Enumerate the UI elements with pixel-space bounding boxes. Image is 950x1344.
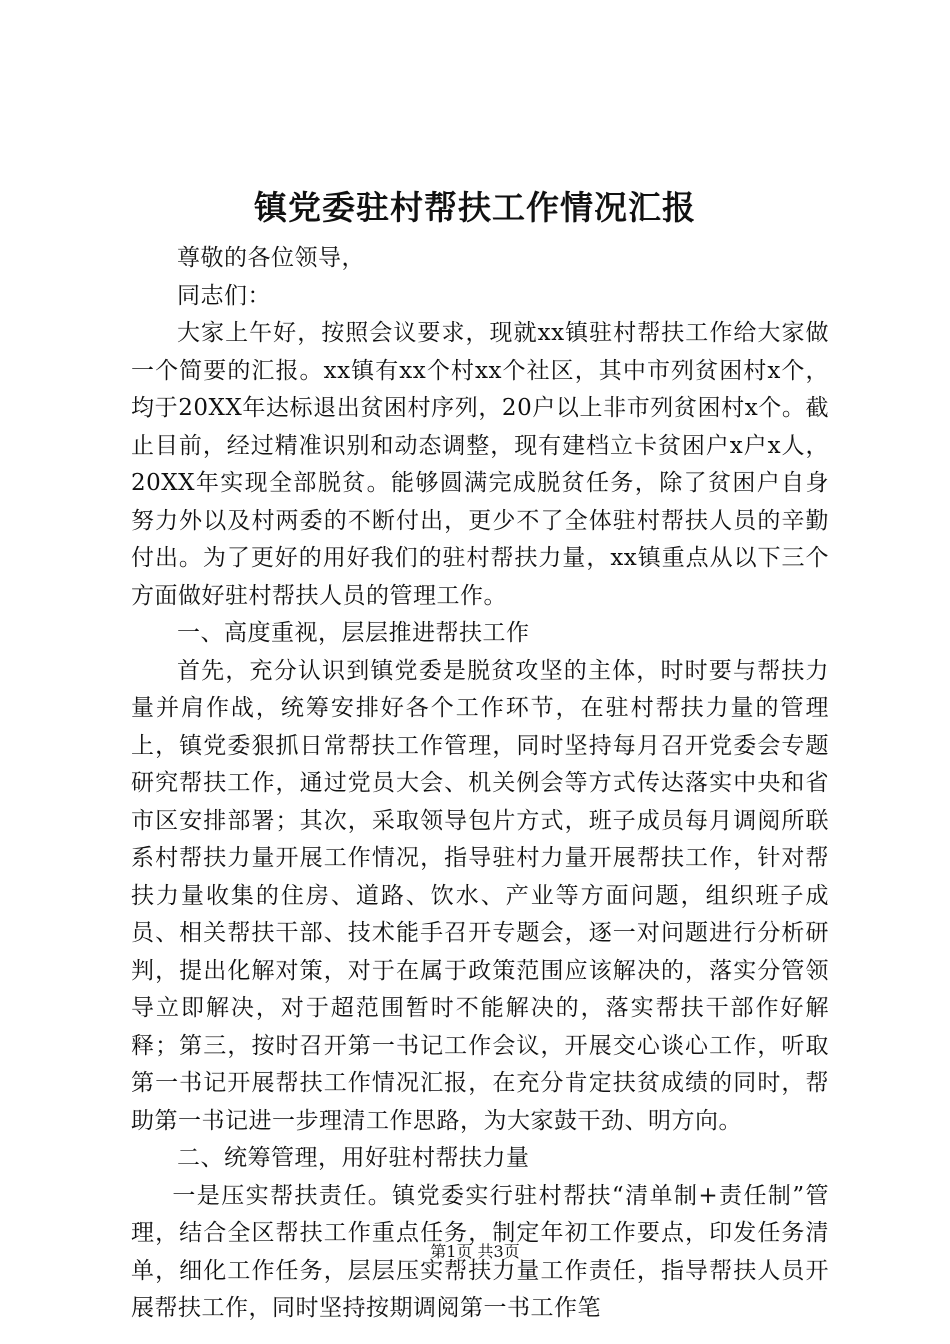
document-body xyxy=(131,240,829,1328)
section-heading-2: 二、统筹管理，用好驻村帮扶力量 xyxy=(177,1145,530,1171)
salutation-leaders: 尊敬的各位领导， xyxy=(177,245,365,271)
section-heading-1: 一、高度重视，层层推进帮扶工作 xyxy=(177,620,530,646)
section-1-paragraph: 首先，充分认识到镇党委是脱贫攻坚的主体，时时要与帮扶力量并肩作战，统筹安排好各个工作环节，在驻村帮扶力量的管理上，镇党委狠抓日常帮扶工作管理，同时坚持每月召开党委会专题研究帮扶工作，通过党员大会、机关例会等方式传达落实中央和省市区安排部署；其次，采取领导包片方式，班子成员每月调阅所联系村帮扶力量开展工作情况，指导驻村力量开展帮扶工作，针对帮扶力量收集的住房、道路、饮水、产业等方面问题，组织班子成员、相关帮扶干部、技术能手召开专题会，逐一对问题进行分析研判，提出化解对策，对于在属于政策范围应该解决的，落实分管领导立即解决，对于超范围暂时不能解决的，落实帮扶干部作好解释；第三，按时召开第一书记工作会议，开展交心谈心工作，听取第一书记开展帮扶工作情况汇报，在充分肯定扶贫成绩的同时，帮助第一书记进一步理清工作思路，为大家鼓干劲、明方向。 xyxy=(131,657,829,1134)
page-footer: 第1页 共3页 xyxy=(430,1242,520,1261)
document-title: 镇党委驻村帮扶工作情况汇报 xyxy=(254,188,696,227)
salutation-comrades: 同志们： xyxy=(177,282,271,309)
intro-paragraph: 大家上午好，按照会议要求，现就xx镇驻村帮扶工作给大家做一个简要的汇报。xx镇有xx个村xx个社区，其中市列贫困村x个，均于20XX年达标退出贫困村序列，20户以上非市列贫困村x个。截止目前，经过精准识别和动态调整，现有建档立卡贫困户x户x人，20XX年实现全部脱贫。能够圆满完成脱贫任务，除了贫困户自身努力外以及村两委的不断付出，更少不了全体驻村帮扶人员的辛勤付出。为了更好的用好我们的驻村帮扶力量，xx镇重点从以下三个方面做好驻村帮扶人员的管理工作。 xyxy=(131,320,829,609)
section-2-paragraph: 一是压实帮扶责任。镇党委实行驻村帮扶“清单制+责任制”管理，结合全区帮扶工作重点任务，制定年初工作要点，印发任务清单，细化工作任务，层层压实帮扶力量工作责任，指导帮扶人员开展帮扶工作，同时坚持按期调阅第一书工作笔 xyxy=(131,1182,829,1321)
